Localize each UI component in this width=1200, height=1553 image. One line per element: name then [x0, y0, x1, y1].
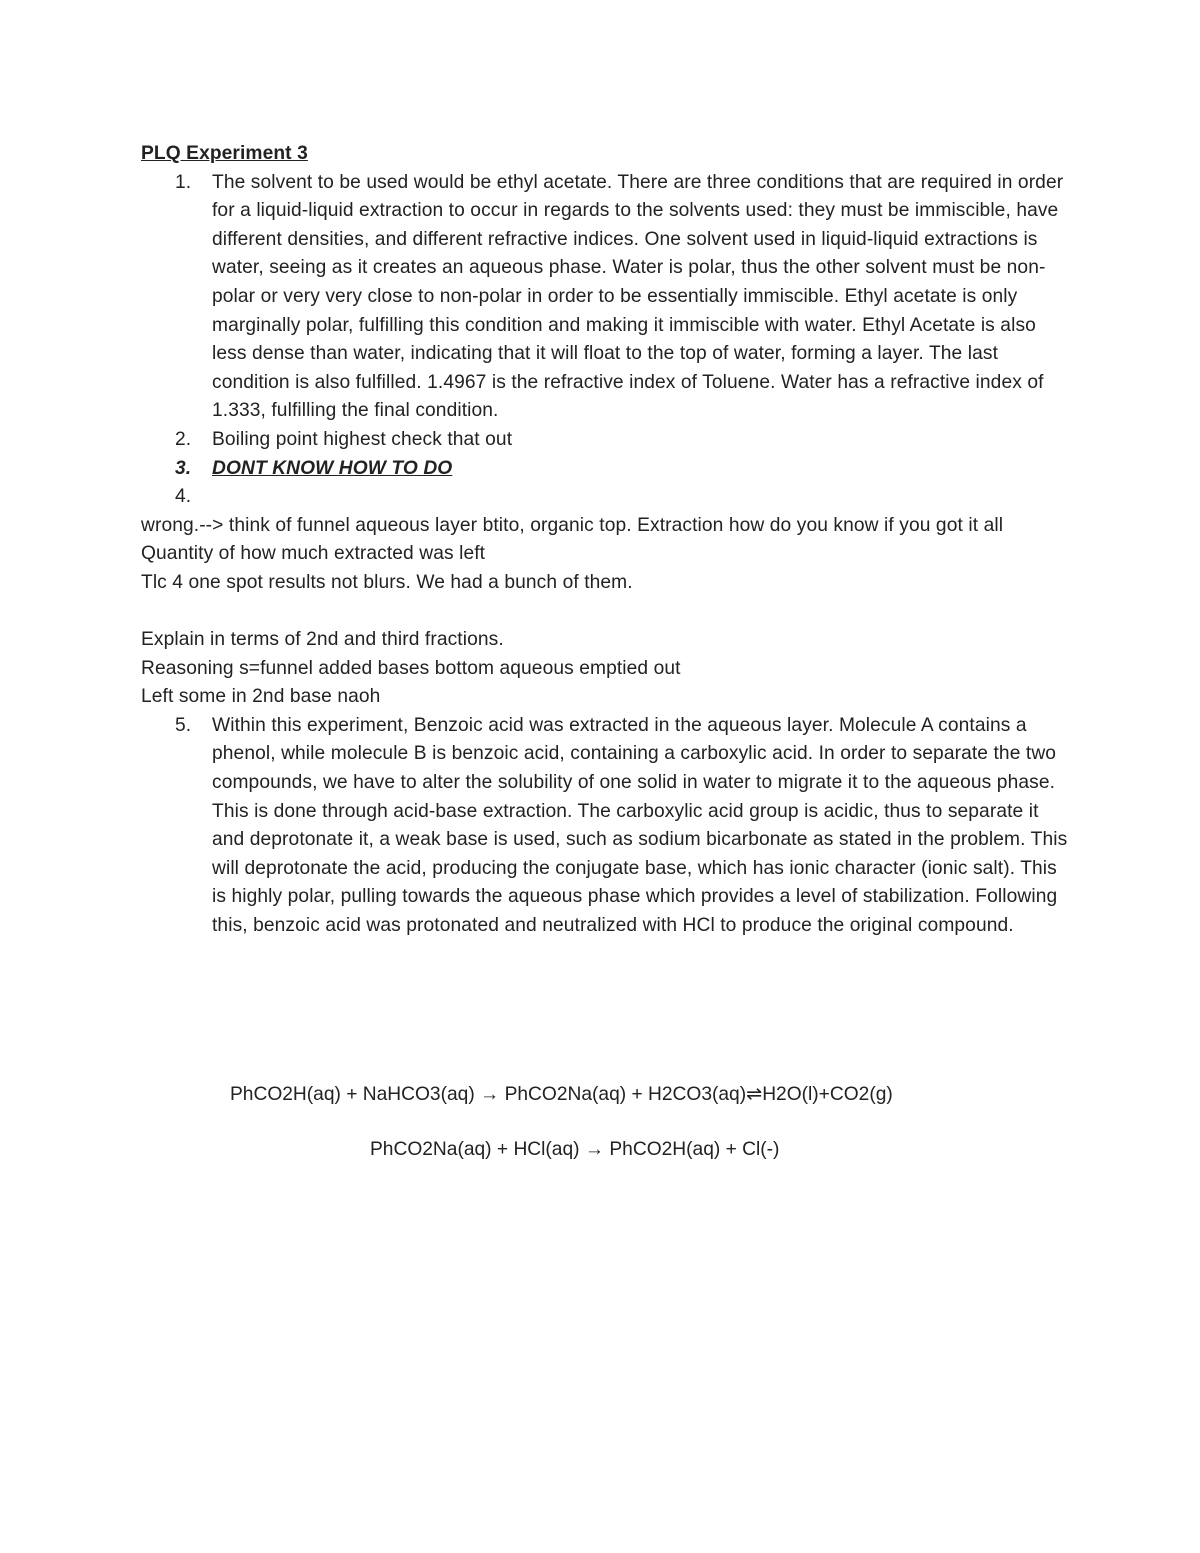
document-body: [141, 140, 1071, 941]
equation-1: PhCO2H(aq) + NaHCO3(aq) → PhCO2Na(aq) + H2CO3(aq)⇌H2O(l)+CO2(g): [230, 1084, 893, 1105]
question-list-continued: [141, 712, 1071, 941]
note-paragraph: Tlc 4 one spot results not blurs. We had a bunch of them.: [141, 571, 633, 593]
page-title: PLQ Experiment 3: [141, 143, 308, 164]
note-paragraph: Reasoning s=funnel added bases bottom aqueous emptied out: [141, 657, 681, 679]
blank-line: [141, 598, 1071, 627]
list-number: 2.: [175, 428, 192, 450]
equation-2: PhCO2Na(aq) + HCl(aq) → PhCO2H(aq) + Cl(-): [370, 1139, 780, 1160]
answer-text: Boiling point highest check that out: [212, 428, 513, 450]
list-item-q3: [141, 455, 1071, 484]
note-paragraph: wrong.--> think of funnel aqueous layer btito, organic top. Extraction how do you know if you got it all: [141, 514, 1004, 536]
note-paragraph: Left some in 2nd base naoh: [141, 686, 381, 708]
answer-text: Within this experiment, Benzoic acid was extracted in the aqueous layer. Molecule A contains a phenol, while molecule B is benzoic acid, containing a carboxylic acid. In order to separate the two compounds, we have to alter the solubility of one solid in water to migrate it to the aqueous phase. This is done through acid-base extraction. The carboxylic acid group is acidic, thus to separate it and deprotonate it, a weak base is used, such as sodium bicarbonate as stated in the problem. This will deprotonate the acid, producing the conjugate base, which has ionic character (ionic salt). This is highly polar, pulling towards the aqueous phase which provides a level of stabilization. Following this, benzoic acid was protonated and neutralized with HCl to produce the original compound.: [212, 714, 1068, 937]
list-number: 5.: [175, 714, 192, 736]
list-number: 4.: [175, 486, 192, 508]
list-number: 3.: [175, 457, 192, 479]
note-paragraph: Explain in terms of 2nd and third fractions.: [141, 629, 504, 651]
question-list: [141, 169, 1071, 512]
list-item-q2: [141, 426, 1071, 455]
list-item-q5: [141, 712, 1071, 941]
answer-text: The solvent to be used would be ethyl acetate. There are three conditions that are required in order for a liquid-liquid extraction to occur in regards to the solvents used: they must be immiscible, have different densities, and different refractive indices. One solvent used in liquid-liquid extractions is water, seeing as it creates an aqueous phase. Water is polar, thus the other solvent must be non-polar or very very close to non-polar in order to be essentially immiscible. Ethyl acetate is only marginally polar, fulfilling this condition and making it immiscible with water. Ethyl Acetate is also less dense than water, indicating that it will float to the top of water, forming a layer. The last condition is also fulfilled. 1.4967 is the refractive index of Toluene. Water has a refractive index of 1.333, fulfilling the final condition.: [212, 171, 1064, 422]
answer-text: DONT KNOW HOW TO DO: [212, 457, 453, 479]
note-paragraph: Quantity of how much extracted was left: [141, 543, 486, 565]
list-number: 1.: [175, 171, 192, 193]
list-item-q4: [141, 483, 1071, 512]
list-item-q1: [141, 169, 1071, 426]
